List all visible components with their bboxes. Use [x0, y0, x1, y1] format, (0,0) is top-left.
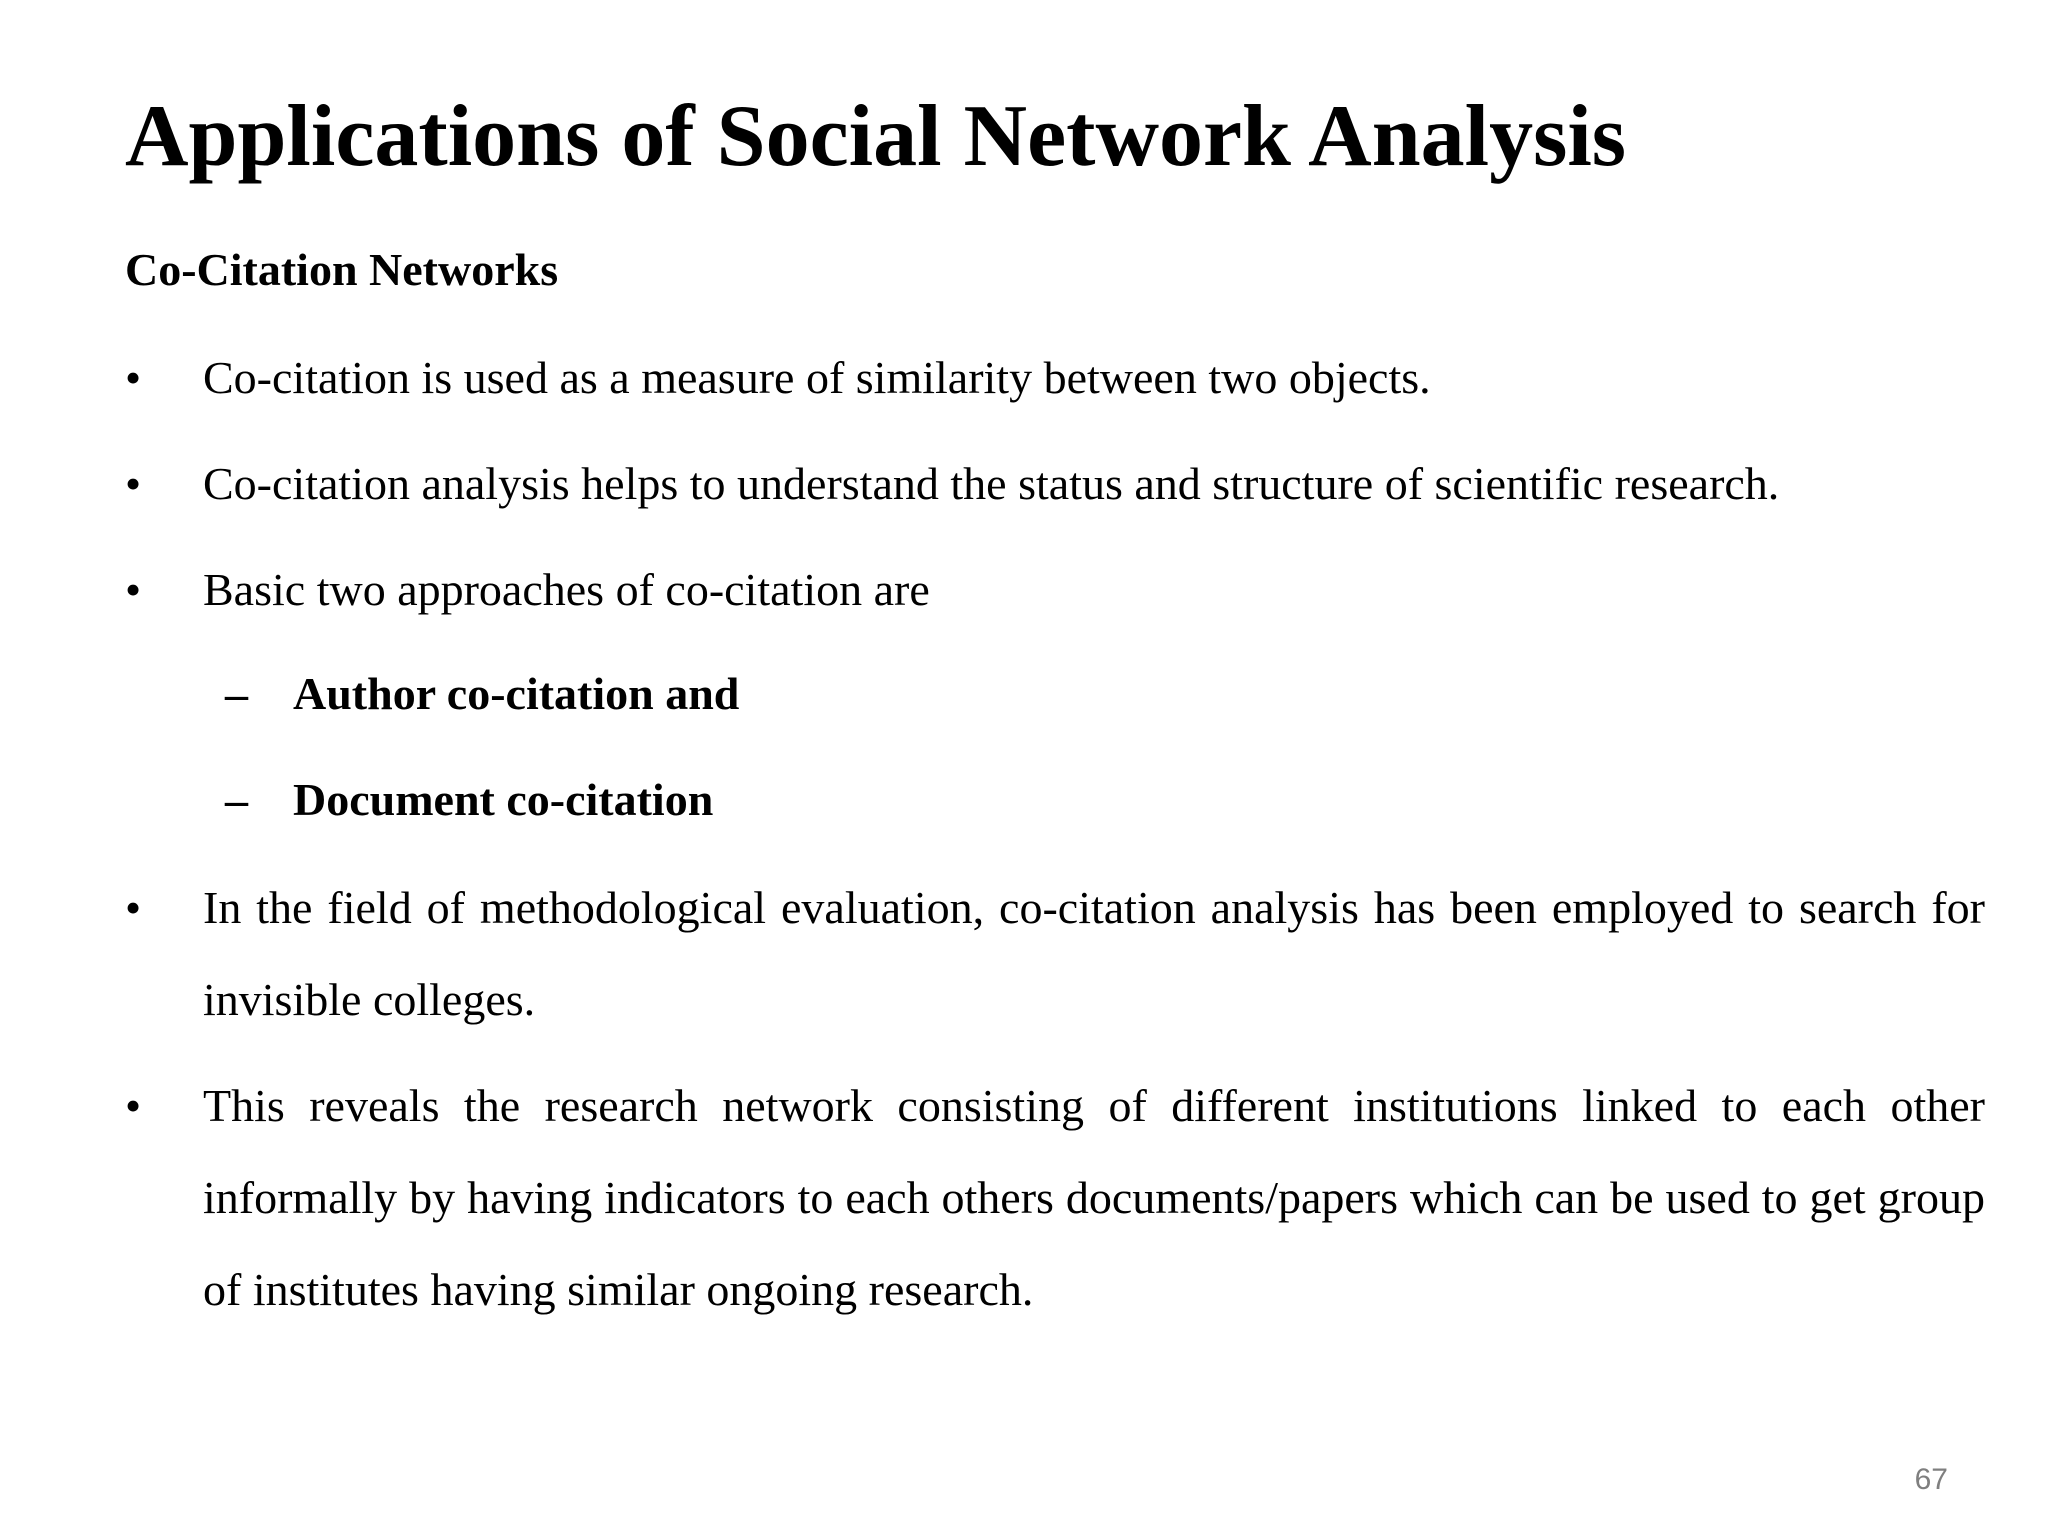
bullet-marker: •	[125, 1080, 142, 1131]
bullet-text: Co-citation is used as a measure of similarity between two objects.	[203, 352, 1431, 403]
bullet-item	[125, 332, 1985, 424]
bullet-text: In the field of methodological evaluation, co-citation analysis has been employed to search for invisible colleges.	[203, 882, 1985, 1025]
sub-bullet-marker: –	[225, 668, 248, 719]
sub-bullet-text: Document co-citation	[293, 774, 714, 825]
bullet-item	[125, 862, 1985, 1046]
bullet-text: Basic two approaches of co-citation are	[203, 564, 930, 615]
sub-bullet-text: Author co-citation and	[293, 668, 740, 719]
section-heading: Co-Citation Networks	[125, 244, 559, 295]
page-number: 67	[1914, 1463, 1948, 1496]
bullet-marker: •	[125, 564, 142, 615]
bullet-text: This reveals the research network consisting of different institutions linked to each other informally by having indicators to each others documents/papers which can be used to get group of institutes having similar ongoing research.	[203, 1080, 1985, 1315]
slide-title: Applications of Social Network Analysis	[125, 88, 1627, 185]
bullet-marker: •	[125, 352, 142, 403]
bullet-marker: •	[125, 882, 142, 933]
sub-bullet-marker: –	[225, 774, 248, 825]
bullet-item	[125, 544, 1985, 636]
bullet-text: Co-citation analysis helps to understand the status and structure of scientific research.	[203, 458, 1780, 509]
bullet-item	[125, 1060, 1985, 1336]
bullet-marker: •	[125, 458, 142, 509]
bullet-item	[125, 438, 1985, 530]
